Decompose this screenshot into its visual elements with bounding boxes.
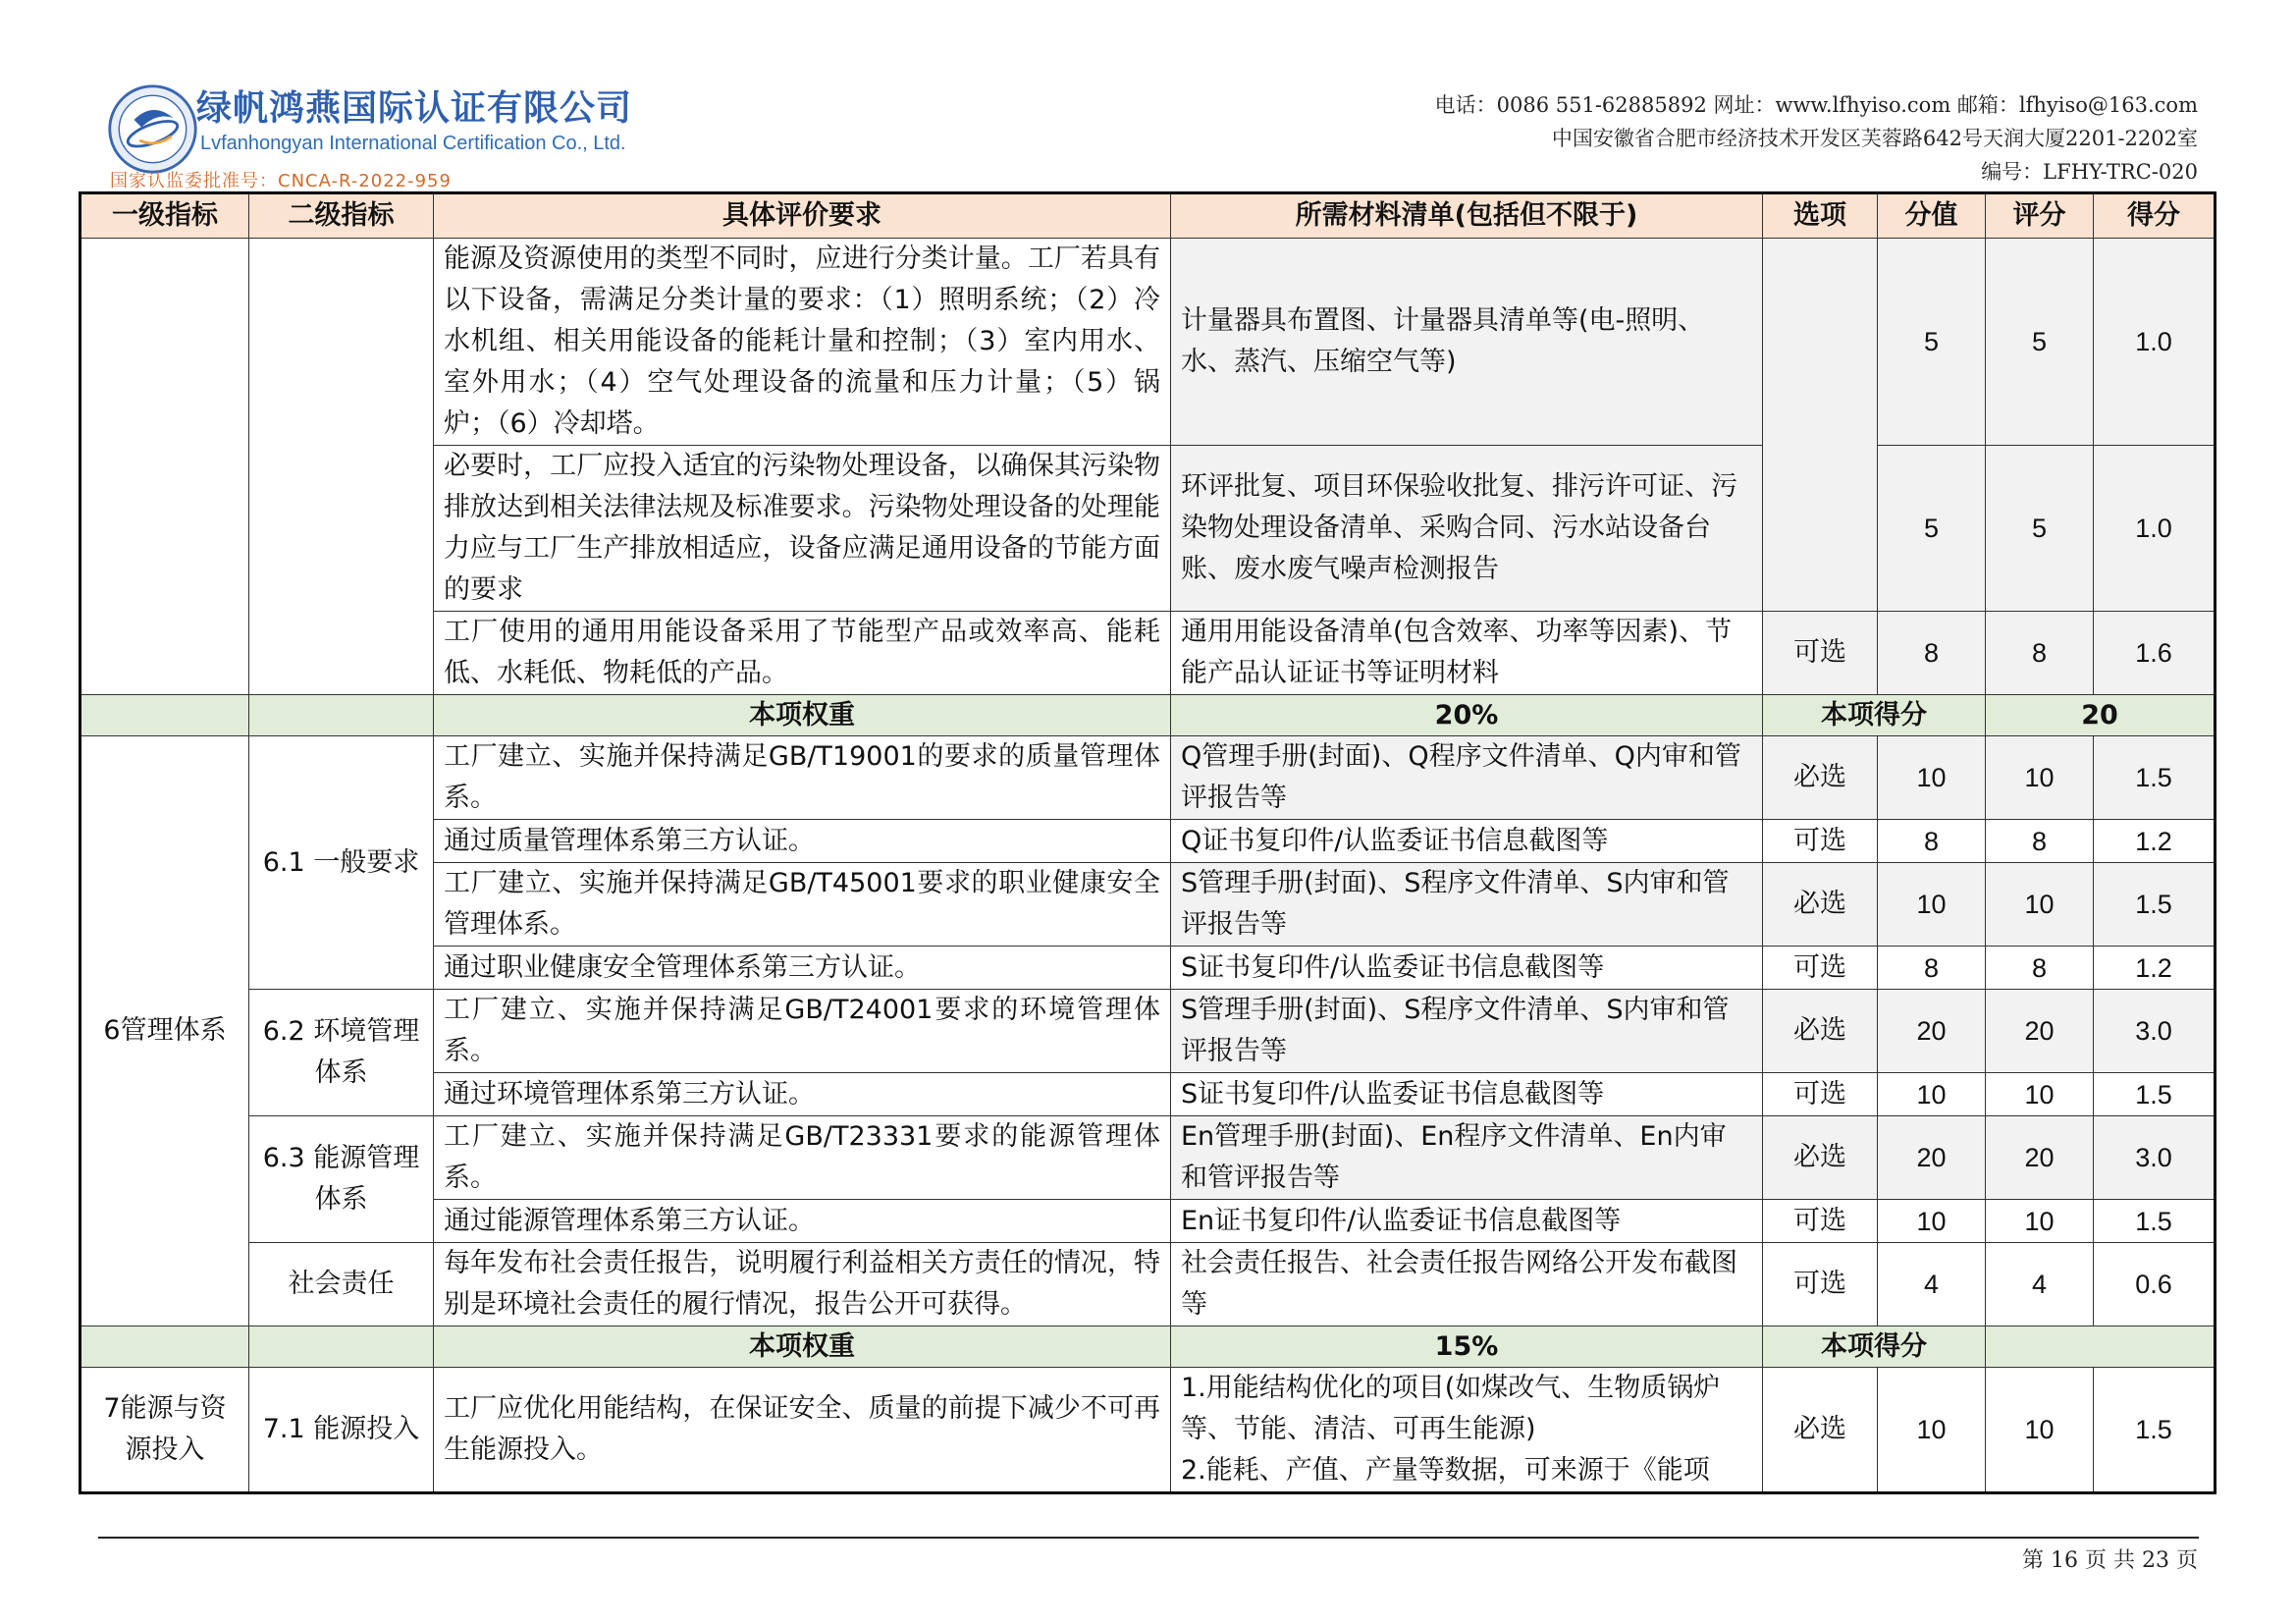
- level2-environment-management: 6.2 环境管理体系: [249, 990, 434, 1116]
- requirement-cell: 每年发布社会责任报告，说明履行利益相关方责任的情况，特别是环境社会责任的履行情况，报告公开可获得。: [434, 1243, 1171, 1326]
- materials-cell: En证书复印件/认监委证书信息截图等: [1171, 1200, 1763, 1243]
- weight-row: [80, 1326, 2216, 1368]
- materials-cell: Q证书复印件/认监委证书信息截图等: [1171, 820, 1763, 863]
- option-cell: 可选: [1763, 1243, 1878, 1326]
- company-name-cn: 绿帆鸿燕国际认证有限公司: [196, 88, 633, 129]
- footer-divider: [98, 1537, 2199, 1539]
- value-cell: 10: [1878, 1200, 1986, 1243]
- requirement-cell: 通过质量管理体系第三方认证。: [434, 820, 1171, 863]
- materials-cell: En管理手册(封面)、En程序文件清单、En内审和管评报告等: [1171, 1116, 1763, 1200]
- materials-cell: [1171, 1368, 1763, 1493]
- rating-cell: 20: [1986, 1116, 2094, 1200]
- table-header-row: [80, 193, 2216, 239]
- weight-empty-cell: [249, 1326, 434, 1368]
- table-row: [80, 736, 2216, 820]
- rating-cell: 5: [1986, 239, 2094, 446]
- contact-info: [1435, 88, 2198, 189]
- score-cell: 1.5: [2094, 736, 2216, 820]
- weight-row: [80, 695, 2216, 736]
- score-cell: 3.0: [2094, 990, 2216, 1073]
- level1-cell-empty: [80, 239, 249, 695]
- rating-cell: 4: [1986, 1243, 2094, 1326]
- materials-cell: 计量器具布置图、计量器具清单等(电-照明、水、蒸汽、压缩空气等): [1171, 239, 1763, 446]
- value-cell: 10: [1878, 736, 1986, 820]
- materials-cell: S管理手册(封面)、S程序文件清单、S内审和管评报告等: [1171, 863, 1763, 947]
- option-cell: 可选: [1763, 947, 1878, 990]
- col-header-value: 分值: [1878, 193, 1986, 239]
- company-logo: [106, 77, 695, 189]
- score-cell: 1.5: [2094, 1200, 2216, 1243]
- score-cell: 0.6: [2094, 1243, 2216, 1326]
- weight-label: 本项权重: [434, 1326, 1171, 1368]
- page-number: 第 16 页 共 23 页: [2022, 1548, 2198, 1573]
- table-row: [80, 990, 2216, 1073]
- value-cell: 20: [1878, 990, 1986, 1073]
- requirement-cell: 工厂建立、实施并保持满足GB/T19001的要求的质量管理体系。: [434, 736, 1171, 820]
- materials-cell: S证书复印件/认监委证书信息截图等: [1171, 1073, 1763, 1116]
- rating-cell: 10: [1986, 736, 2094, 820]
- section-score-label: 本项得分: [1763, 695, 1986, 736]
- score-cell: 1.2: [2094, 820, 2216, 863]
- score-cell: 1.5: [2094, 1368, 2216, 1493]
- option-cell: 可选: [1763, 1200, 1878, 1243]
- table-row: [80, 1116, 2216, 1200]
- option-cell: 必选: [1763, 863, 1878, 947]
- level1-energy-resource-input: 7能源与资源投入: [80, 1368, 249, 1493]
- value-cell: 4: [1878, 1243, 1986, 1326]
- materials-cell: 环评批复、项目环保验收批复、排污许可证、污染物处理设备清单、采购合同、污水站设备台账、废水废气噪声检测报告: [1171, 446, 1763, 612]
- level2-cell-empty: [249, 239, 434, 695]
- requirement-cell: 通过能源管理体系第三方认证。: [434, 1200, 1171, 1243]
- requirement-cell: 能源及资源使用的类型不同时，应进行分类计量。工厂若具有以下设备，需满足分类计量的要求：（1）照明系统；（2）冷水机组、相关用能设备的能耗计量和控制；（3）室内用水、室外用水；（4）空气处理设备的流量和压力计量；（5）锅炉；（6）冷却塔。: [434, 239, 1171, 446]
- col-header-score: 得分: [2094, 193, 2216, 239]
- value-cell: 5: [1878, 446, 1986, 612]
- option-cell: 可选: [1763, 1073, 1878, 1116]
- contact-address: 中国安徽省合肥市经济技术开发区芙蓉路642号天润大厦2201-2202室: [1551, 127, 2198, 150]
- col-header-option: 选项: [1763, 193, 1878, 239]
- weight-value: 15%: [1171, 1326, 1763, 1368]
- level2-general-requirements: 6.1 一般要求: [249, 736, 434, 990]
- level1-management-system: 6管理体系: [80, 736, 249, 1326]
- requirement-cell: 工厂建立、实施并保持满足GB/T45001要求的职业健康安全管理体系。: [434, 863, 1171, 947]
- requirement-cell: 工厂使用的通用用能设备采用了节能型产品或效率高、能耗低、水耗低、物耗低的产品。: [434, 612, 1171, 695]
- requirement-cell: 工厂应优化用能结构，在保证安全、质量的前提下减少不可再生能源投入。: [434, 1368, 1171, 1493]
- materials-item-1: 1.用能结构优化的项目(如煤改气、生物质锅炉等、节能、清洁、可再生能源): [1181, 1373, 1721, 1444]
- rating-cell: 10: [1986, 863, 2094, 947]
- level2-energy-input: 7.1 能源投入: [249, 1368, 434, 1493]
- score-cell: 1.0: [2094, 446, 2216, 612]
- col-header-materials: 所需材料清单(包括但不限于): [1171, 193, 1763, 239]
- value-cell: 10: [1878, 1368, 1986, 1493]
- score-cell: 1.2: [2094, 947, 2216, 990]
- score-cell: 1.5: [2094, 863, 2216, 947]
- requirement-cell: 工厂建立、实施并保持满足GB/T23331要求的能源管理体系。: [434, 1116, 1171, 1200]
- option-cell: 必选: [1763, 990, 1878, 1073]
- weight-label: 本项权重: [434, 695, 1171, 736]
- table-row: [80, 239, 2216, 446]
- rating-cell: 8: [1986, 820, 2094, 863]
- value-cell: 10: [1878, 863, 1986, 947]
- section-score-value: 20: [1986, 695, 2216, 736]
- rating-cell: 5: [1986, 446, 2094, 612]
- score-cell: 1.0: [2094, 239, 2216, 446]
- level2-energy-management: 6.3 能源管理体系: [249, 1116, 434, 1243]
- option-cell: 可选: [1763, 612, 1878, 695]
- page-header: [0, 0, 2296, 191]
- section-score-value: [1986, 1326, 2216, 1368]
- rating-cell: 8: [1986, 612, 2094, 695]
- requirement-cell: 必要时，工厂应投入适宜的污染物处理设备，以确保其污染物排放达到相关法律法规及标准要求。污染物处理设备的处理能力应与工厂生产排放相适应，设备应满足通用设备的节能方面的要求: [434, 446, 1171, 612]
- score-cell: 1.6: [2094, 612, 2216, 695]
- certification-emblem-icon: [106, 82, 199, 176]
- level2-social-responsibility: 社会责任: [249, 1243, 434, 1326]
- option-cell: 可选: [1763, 820, 1878, 863]
- col-header-level1: 一级指标: [80, 193, 249, 239]
- approval-number: 国家认监委批准号：CNCA-R-2022-959: [110, 171, 452, 191]
- rating-cell: 8: [1986, 947, 2094, 990]
- col-header-requirement: 具体评价要求: [434, 193, 1171, 239]
- weight-empty-cell: [80, 695, 249, 736]
- score-cell: 3.0: [2094, 1116, 2216, 1200]
- materials-cell: Q管理手册(封面)、Q程序文件清单、Q内审和管评报告等: [1171, 736, 1763, 820]
- option-cell: 必选: [1763, 1116, 1878, 1200]
- rating-cell: 10: [1986, 1200, 2094, 1243]
- evaluation-table: [79, 191, 2216, 1494]
- materials-cell: 社会责任报告、社会责任报告网络公开发布截图等: [1171, 1243, 1763, 1326]
- requirement-cell: 通过环境管理体系第三方认证。: [434, 1073, 1171, 1116]
- value-cell: 10: [1878, 1073, 1986, 1116]
- value-cell: 8: [1878, 612, 1986, 695]
- value-cell: 8: [1878, 947, 1986, 990]
- rating-cell: 10: [1986, 1073, 2094, 1116]
- option-cell: 必选: [1763, 736, 1878, 820]
- contact-phone-web-email: 电话：0086 551-62885892 网址：www.lfhyiso.com 邮箱：lfhyiso@163.com: [1434, 93, 2198, 117]
- weight-empty-cell: [249, 695, 434, 736]
- value-cell: 8: [1878, 820, 1986, 863]
- rating-cell: 20: [1986, 990, 2094, 1073]
- materials-cell: S证书复印件/认监委证书信息截图等: [1171, 947, 1763, 990]
- company-name-en: Lvfanhongyan International Certification Co., Ltd.: [200, 133, 626, 154]
- table-row: [80, 1243, 2216, 1326]
- weight-value: 20%: [1171, 695, 1763, 736]
- col-header-level2: 二级指标: [249, 193, 434, 239]
- value-cell: 20: [1878, 1116, 1986, 1200]
- option-cell: 必选: [1763, 1368, 1878, 1493]
- materials-cell: S管理手册(封面)、S程序文件清单、S内审和管评报告等: [1171, 990, 1763, 1073]
- section-score-label: 本项得分: [1763, 1326, 1986, 1368]
- requirement-cell: 通过职业健康安全管理体系第三方认证。: [434, 947, 1171, 990]
- materials-cell: 通用用能设备清单(包含效率、功率等因素)、节能产品认证证书等证明材料: [1171, 612, 1763, 695]
- requirement-cell: 工厂建立、实施并保持满足GB/T24001要求的环境管理体系。: [434, 990, 1171, 1073]
- value-cell: 5: [1878, 239, 1986, 446]
- weight-empty-cell: [80, 1326, 249, 1368]
- document-number: 编号：LFHY-TRC-020: [1981, 160, 2198, 184]
- option-cell: [1763, 239, 1878, 612]
- materials-item-2: 2.能耗、产值、产量等数据，可来源于《能项: [1181, 1455, 1710, 1486]
- score-cell: 1.5: [2094, 1073, 2216, 1116]
- table-row: [80, 1368, 2216, 1493]
- rating-cell: 10: [1986, 1368, 2094, 1493]
- col-header-rating: 评分: [1986, 193, 2094, 239]
